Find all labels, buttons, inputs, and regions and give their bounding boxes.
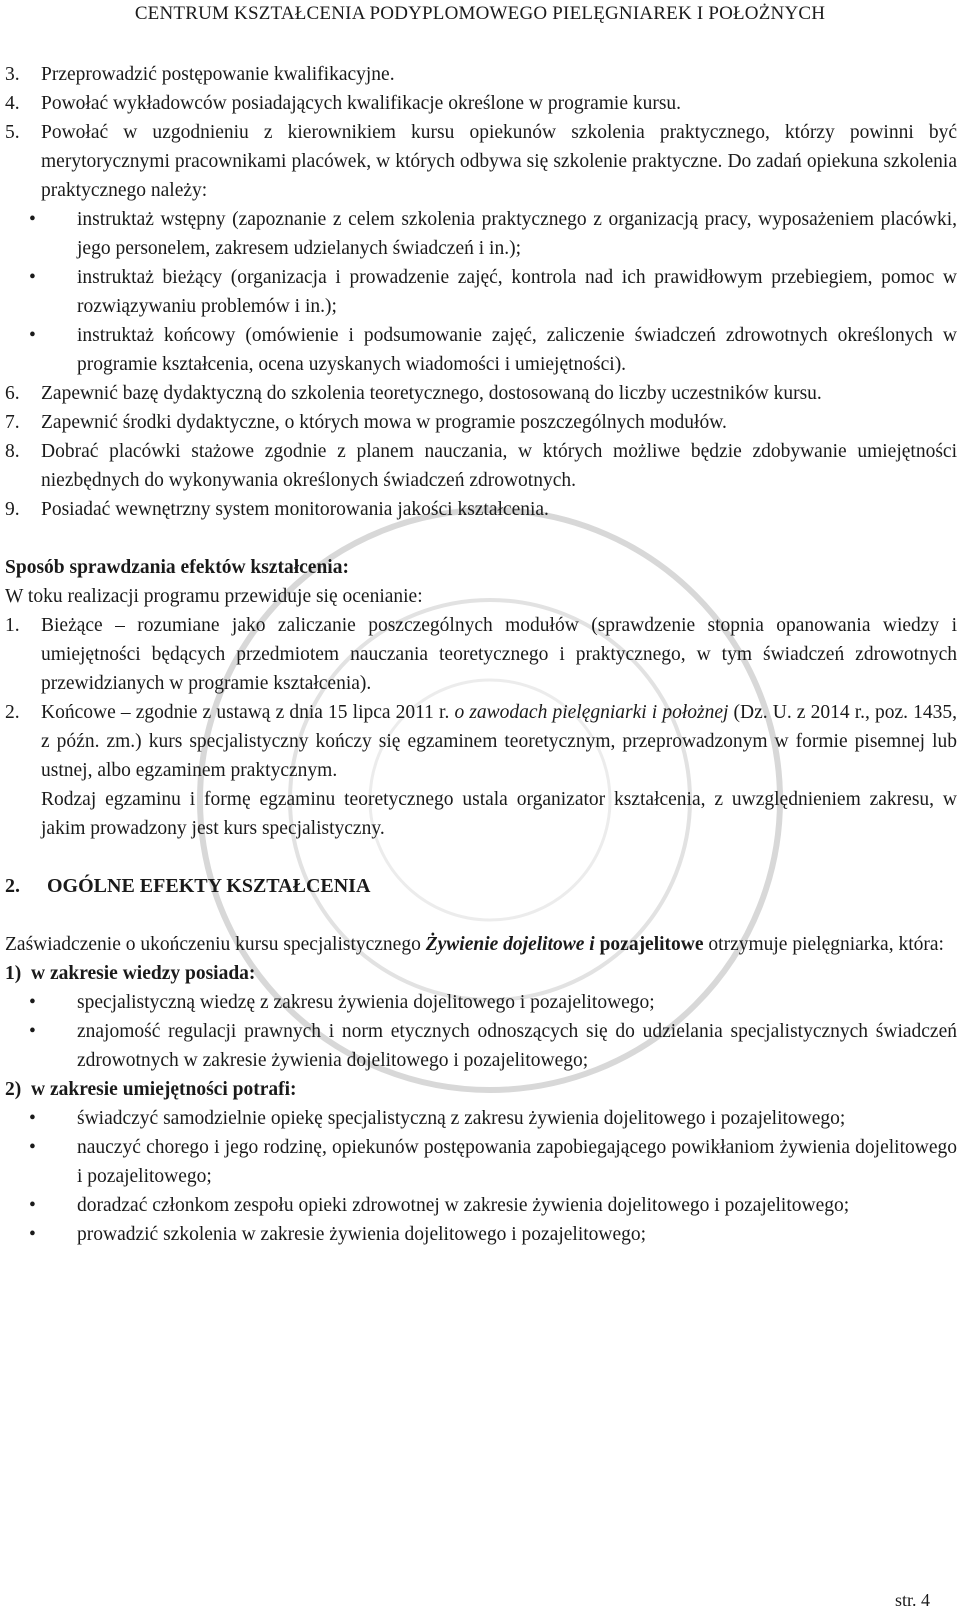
item-text: Bieżące – rozumiane jako zaliczanie poszczególnych modułów (sprawdzenie stopnia opanowania wiedzy i umiejętności będących przedmiotem nauczania teoretycznego i praktycznego, w tym świadczeń zdrowotnych przewidzianych w programie kształcenia). — [41, 615, 957, 694]
list-item — [5, 89, 957, 118]
bullet-item — [5, 1017, 957, 1075]
list-item — [5, 379, 957, 408]
list-item — [5, 408, 957, 437]
item-number: 6. — [5, 383, 20, 404]
item-text: Przeprowadzić postępowanie kwalifikacyjne. — [41, 64, 395, 85]
text-run: otrzymuje pielęgniarka, która: — [703, 934, 944, 955]
item-text: Powołać wykładowców posiadających kwalifikacje określone w programie kursu. — [41, 93, 682, 114]
bullet-text: instruktaż bieżący (organizacja i prowadzenie zajęć, kontrola nad ich prawidłowym przebiegiem, pomoc w rozwiązywaniu problemów i in.); — [77, 267, 957, 317]
bullet-dot-icon: • — [29, 325, 36, 346]
text-run: (Dz. U. z 2014 r., poz. 1435, z późn. zm.) kurs specjalistyczny kończy się egzaminem teoretycznym, przeprowadzonym w formie pisemnej lub ustnej, albo egzaminem praktycznym. — [41, 702, 957, 781]
bullet-item — [5, 1104, 957, 1133]
list-item — [5, 60, 957, 89]
item-text: Zapewnić bazę dydaktyczną do szkolenia teoretycznego, dostosowaną do liczby uczestników kursu. — [41, 383, 822, 404]
bullet-item — [5, 321, 957, 379]
bullet-dot-icon: • — [29, 992, 36, 1013]
item-text — [41, 698, 957, 785]
item-number: 1. — [5, 615, 20, 636]
bullet-text: nauczyć chorego i jego rodzinę, opiekunów postępowania zapobiegającego powikłaniom żywienia dojelitowego i pozajelitowego; — [77, 1137, 957, 1187]
page-number: str. 4 — [894, 1590, 930, 1610]
bullet-dot-icon: • — [29, 1021, 36, 1042]
skills-label: 2) w zakresie umiejętności potrafi: — [5, 1079, 297, 1100]
item-text: Posiadać wewnętrzny system monitorowania jakości kształcenia. — [41, 499, 549, 520]
page-header: CENTRUM KSZTAŁCENIA PODYPLOMOWEGO PIELĘGNIAREK I POŁOŻNYCH — [134, 3, 826, 24]
bullet-item — [5, 1133, 957, 1191]
item-text: Dobrać placówki stażowe zgodnie z planem nauczania, w których możliwe będzie zdobywanie umiejętności niezbędnych do wykonywania określonych świadczeń zdrowotnych. — [41, 441, 957, 491]
bullet-dot-icon: • — [29, 267, 36, 288]
list-item — [5, 437, 957, 495]
assessment-heading: Sposób sprawdzania efektów kształcenia: — [5, 557, 349, 578]
text-run: Końcowe – zgodnie z ustawą z dnia 15 lipca 2011 r. — [41, 702, 455, 723]
course-name: Żywienie dojelitowe i — [425, 934, 595, 955]
list-item — [5, 118, 957, 205]
bullet-dot-icon: • — [29, 1108, 36, 1129]
bullet-text: świadczyć samodzielnie opiekę specjalistyczną z zakresu żywienia dojelitowego i pozajelitowego; — [77, 1108, 846, 1129]
item-text: Powołać w uzgodnieniu z kierownikiem kursu opiekunów szkolenia praktycznego, którzy powinni być merytorycznymi pracownikami placówek, w których odbywa się szkolenie praktyczne. Do zadań opiekuna szkolenia praktycznego należy: — [41, 122, 957, 201]
bullet-item — [5, 263, 957, 321]
text-run: Zaświadczenie o ukończeniu kursu specjalistycznego — [5, 934, 426, 955]
section-heading — [5, 872, 957, 901]
list-item — [5, 698, 957, 843]
list-item — [5, 495, 957, 524]
bullet-text: specjalistyczną wiedzę z zakresu żywienia dojelitowego i pozajelitowego; — [77, 992, 655, 1013]
item-text: Zapewnić środki dydaktyczne, o których mowa w programie poszczególnych modułów. — [41, 412, 727, 433]
list-item — [5, 611, 957, 698]
bullet-text: instruktaż wstępny (zapoznanie z celem szkolenia praktycznego z organizacją pracy, wyposażeniem placówki, jego personelem, zakresem udzielanych świadczeń i in.); — [77, 209, 957, 259]
item-number: 3. — [5, 64, 20, 85]
item-number: 4. — [5, 93, 20, 114]
assessment-intro: W toku realizacji programu przewiduje się ocenianie: — [5, 586, 423, 607]
document-body — [5, 60, 957, 1249]
bullet-dot-icon: • — [29, 209, 36, 230]
bullet-item — [5, 988, 957, 1017]
act-title: o zawodach pielęgniarki i położnej — [454, 702, 729, 723]
item-number: 9. — [5, 499, 20, 520]
section-number: 2. — [5, 875, 20, 897]
bullet-item — [5, 1220, 957, 1249]
item-text: Rodzaj egzaminu i formę egzaminu teoretycznego ustala organizator kształcenia, z uwzględnieniem zakresu, w jakim prowadzony jest kurs specjalistyczny. — [41, 789, 957, 839]
bullet-dot-icon: • — [29, 1195, 36, 1216]
bullet-item — [5, 205, 957, 263]
bullet-text: prowadzić szkolenia w zakresie żywienia dojelitowego i pozajelitowego; — [77, 1224, 647, 1245]
item-number: 7. — [5, 412, 20, 433]
bullet-dot-icon: • — [29, 1137, 36, 1158]
bullet-text: doradzać członkom zespołu opieki zdrowotnej w zakresie żywienia dojelitowego i pozajelitowego; — [77, 1195, 850, 1216]
bullet-text: znajomość regulacji prawnych i norm etycznych odnoszących się do udzielania specjalistycznych świadczeń zdrowotnych w zakresie żywienia dojelitowego i pozajelitowego; — [77, 1021, 957, 1071]
bullet-dot-icon: • — [29, 1224, 36, 1245]
course-name: pozajelitowe — [594, 934, 704, 955]
item-number: 8. — [5, 441, 20, 462]
item-number: 5. — [5, 122, 20, 143]
knowledge-label: 1) w zakresie wiedzy posiada: — [5, 963, 256, 984]
item-number: 2. — [5, 702, 20, 723]
section-title: OGÓLNE EFEKTY KSZTAŁCENIA — [47, 875, 371, 897]
section-intro — [5, 930, 957, 959]
bullet-text: instruktaż końcowy (omówienie i podsumowanie zajęć, zaliczenie świadczeń zdrowotnych określonych w programie kształcenia, ocena uzyskanych wiadomości i umiejętności). — [77, 325, 957, 375]
bullet-item — [5, 1191, 957, 1220]
